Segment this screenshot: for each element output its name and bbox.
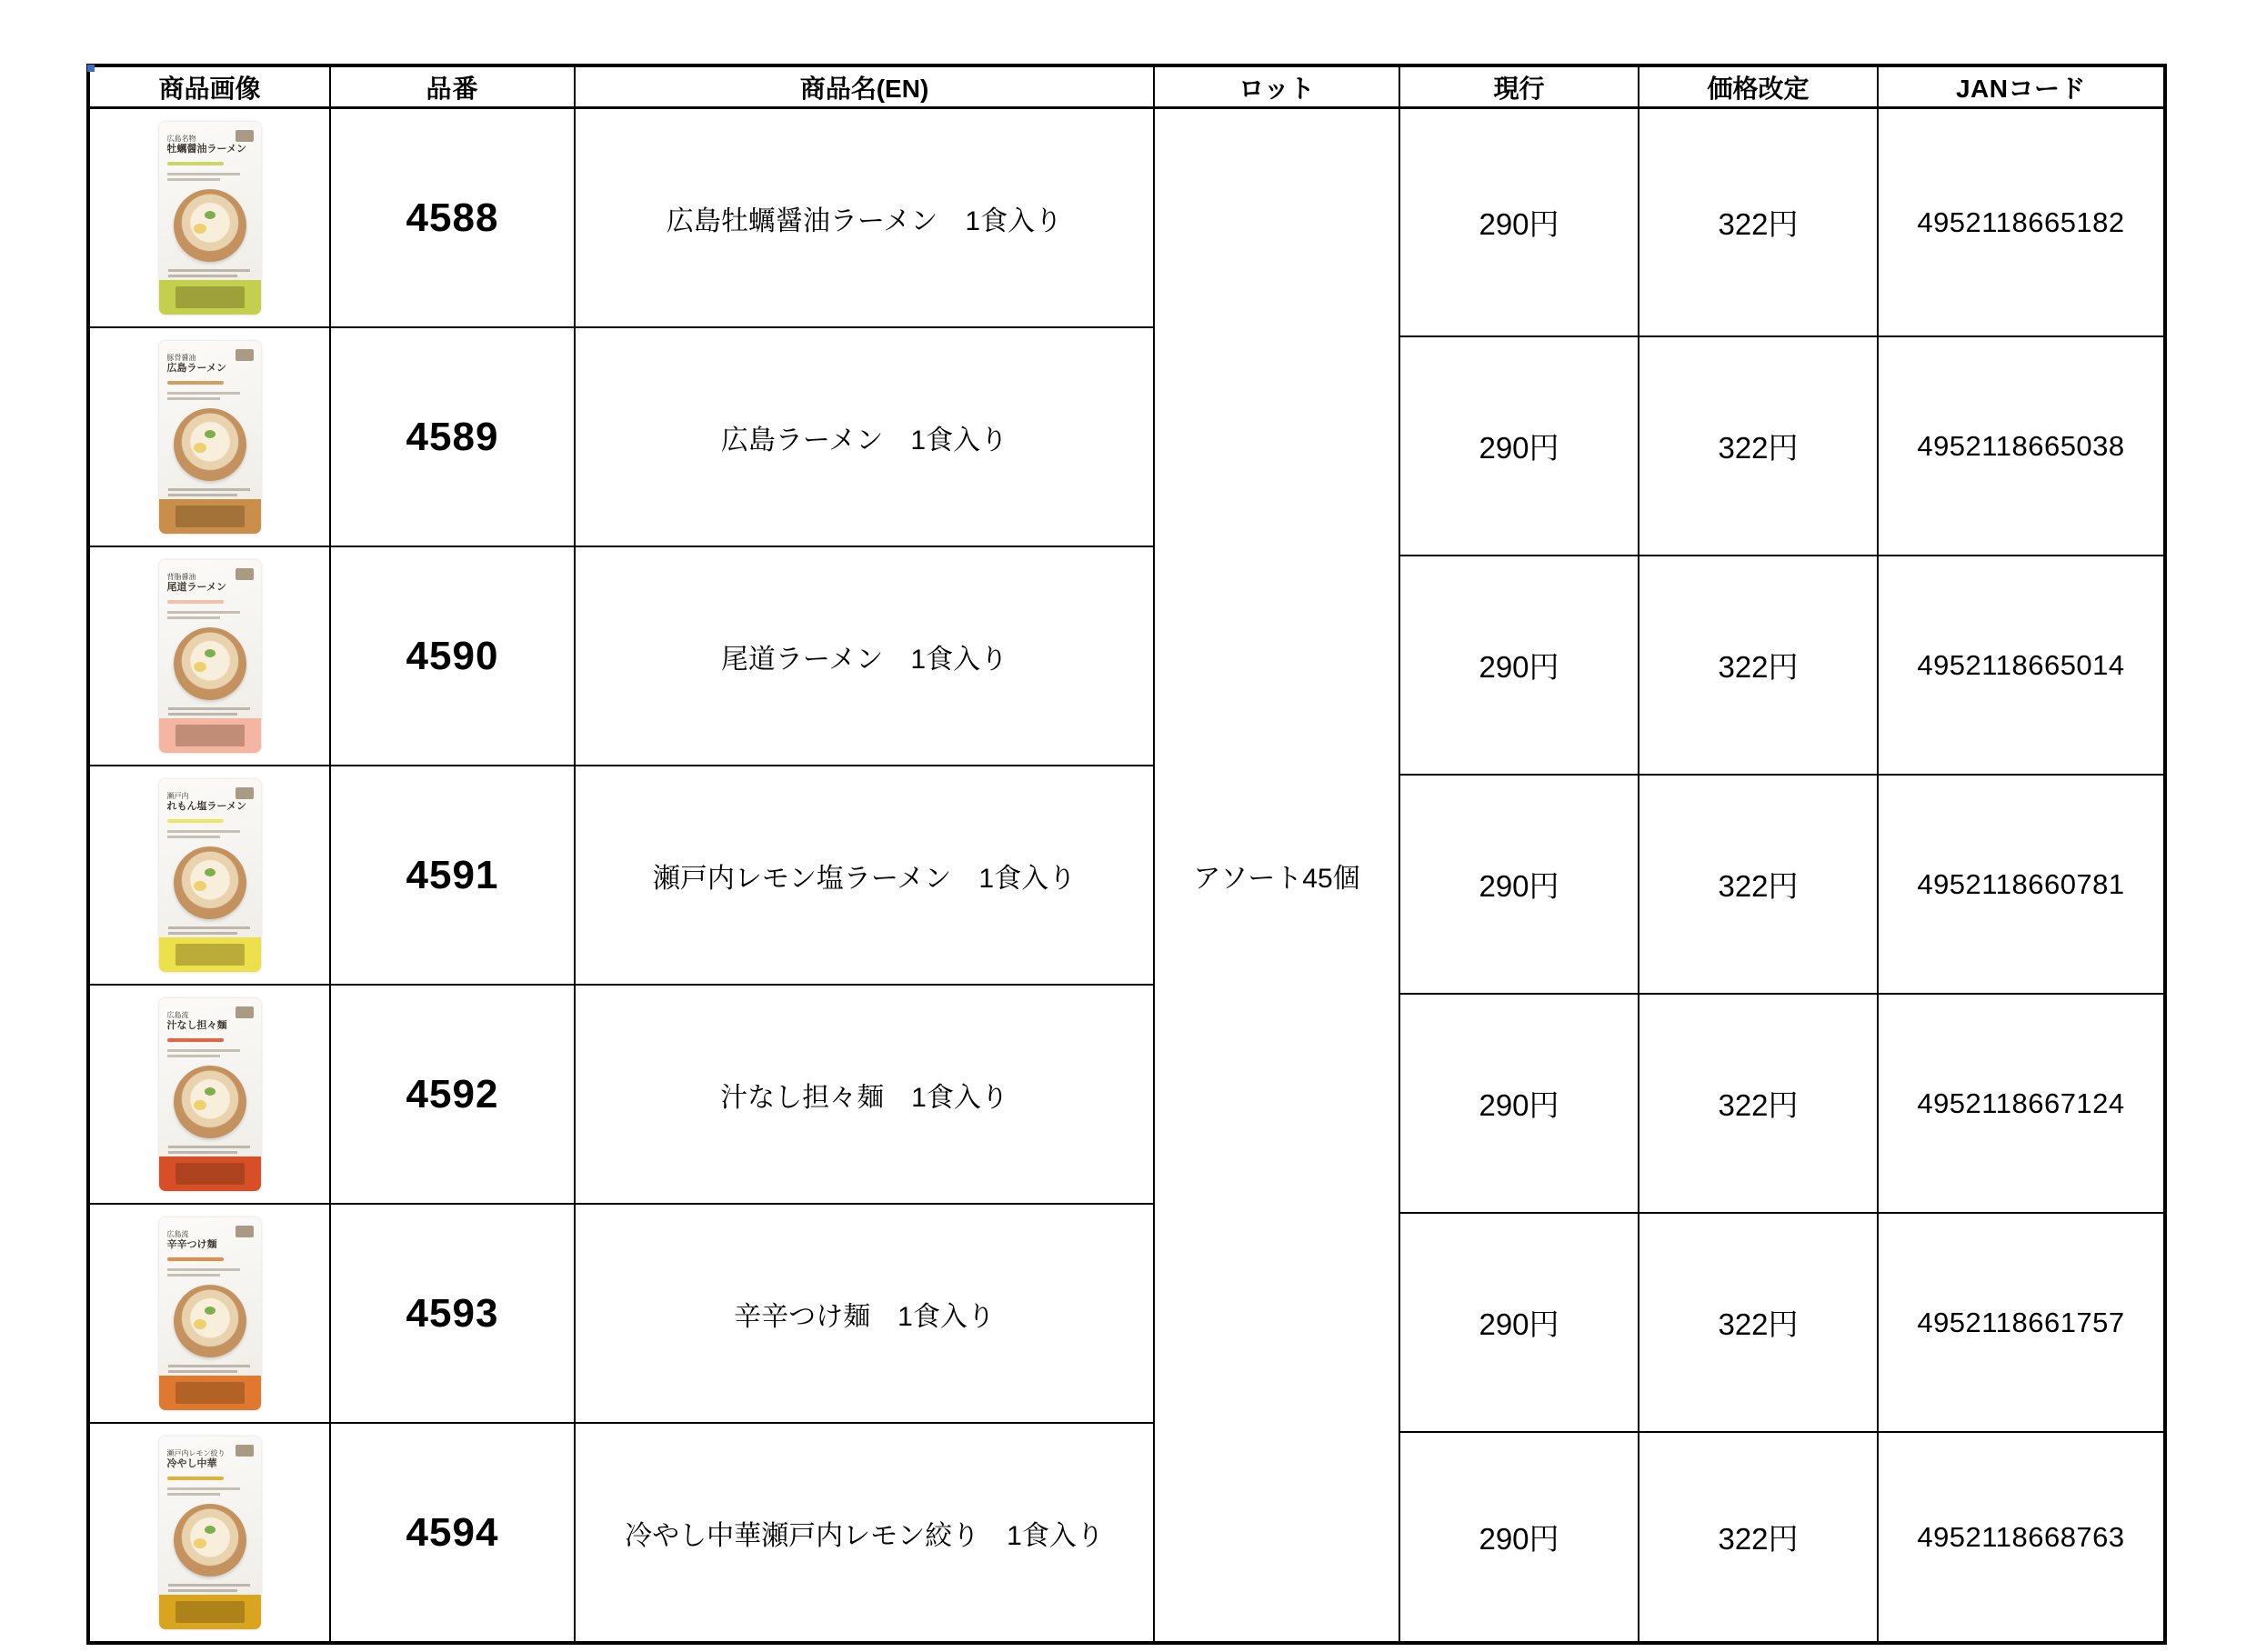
table-row [1400,995,2163,1214]
ramen-bowl-photo [174,846,246,919]
package-text-line [167,397,220,400]
package-accent-bar [167,381,224,385]
package-accent-bar [167,1477,224,1480]
package-band-label [175,286,245,308]
revised-price: 322円 [1639,556,1879,774]
package-color-band [159,280,261,315]
package-text-line [167,178,220,181]
product-package-image [159,779,261,972]
jan-code: 4952118665182 [1917,205,2125,238]
current-price: 290円 [1400,337,1639,555]
package-accent-bar [167,1257,224,1261]
package-text-line [167,616,220,619]
product-name: 広島牡蠣醤油ラーメン 1食入り [666,205,1063,236]
product-name: 辛辛つけ麺 1食入り [734,1301,995,1332]
package-label: 背脂醤油 [166,572,196,581]
package-text-line [167,1487,240,1490]
package-text-line [167,830,240,833]
package-label: 広島ラーメン [166,362,226,374]
revised-price: 322円 [1639,776,1879,993]
package-text-line [167,1493,220,1496]
package-label: 牡蠣醤油ラーメン [166,143,246,155]
table-row [1400,556,2163,776]
package-accent-bar [167,162,224,165]
item-number: 4590 [331,547,576,765]
package-label: 広島名物 [166,134,196,143]
jan-code: 4952118667124 [1917,1086,2125,1119]
package-label: 汁なし担々麺 [166,1019,227,1031]
package-label: れもん塩ラーメン [166,800,246,812]
package-band-label [175,1601,245,1623]
selection-corner-marker [87,65,95,72]
product-name: 広島ラーメン 1食入り [720,425,1008,456]
package-accent-bar [167,819,224,823]
package-text-line [168,1365,250,1367]
package-label: 瀬戸内 [166,791,189,800]
package-text-line [167,1274,220,1277]
jan-code: 4952118665014 [1917,648,2125,681]
header-jan-code: JANコード [1955,74,2086,103]
table-row [1400,1433,2163,1641]
table-row [90,766,1153,986]
package-color-band [159,718,261,753]
header-product-image: 商品画像 [90,67,331,106]
current-price: 290円 [1400,1433,1639,1641]
package-text-line [167,1055,220,1057]
header-revised-price: 価格改定 [1639,67,1879,106]
item-number: 4588 [331,109,576,326]
table-left-block [90,67,1153,1641]
package-color-band [159,937,261,972]
package-text-line [168,494,237,496]
package-band-label [175,1382,245,1404]
package-color-band [159,1156,261,1191]
package-text-line [168,269,250,272]
item-number: 4594 [331,1424,576,1641]
table-lot-block [1153,67,1400,1641]
ramen-bowl-photo [174,408,246,481]
header-row [90,67,1153,109]
package-color-band [159,499,261,534]
jan-code: 4952118661757 [1917,1306,2125,1338]
product-image-cell [90,1205,331,1422]
table-right-block [1400,67,2163,1641]
package-text-line [168,932,237,935]
product-image-cell [90,547,331,765]
table-row [1400,337,2163,556]
product-name: 冷やし中華瀬戸内レモン絞り 1食入り [625,1520,1104,1551]
product-package-image [159,998,261,1191]
product-package-image [159,341,261,534]
jan-code: 4952118665038 [1917,429,2125,462]
ramen-bowl-photo [174,1504,246,1577]
package-text-line [168,707,250,710]
package-accent-bar [167,1038,224,1042]
package-text-line [168,275,237,277]
lot-value: アソート45個 [1193,863,1360,894]
package-text-line [167,173,240,175]
product-package-image [159,560,261,753]
package-label: 尾道ラーメン [166,581,226,593]
package-text-line [168,1589,237,1592]
product-package-image [159,122,261,315]
package-band-label [175,1163,245,1185]
table-row [90,109,1153,328]
package-text-line [168,488,250,491]
table-row [90,1205,1153,1424]
header-current-price: 現行 [1400,67,1639,106]
product-image-cell [90,1424,331,1641]
product-name: 汁なし担々麺 1食入り [720,1082,1008,1113]
table-row [90,1424,1153,1641]
table-row [90,547,1153,766]
package-text-line [168,1370,237,1373]
product-image-cell [90,986,331,1203]
revised-price: 322円 [1639,1433,1879,1641]
current-price: 290円 [1400,109,1639,335]
package-accent-bar [167,600,224,604]
item-number: 4592 [331,986,576,1203]
product-image-cell [90,328,331,546]
table-row [90,986,1153,1205]
product-package-image [159,1217,261,1410]
ramen-bowl-photo [174,1066,246,1138]
header-row [1400,67,2163,109]
header-product-name: 商品名(EN) [799,74,929,103]
product-name: 瀬戸内レモン塩ラーメン 1食入り [652,863,1077,894]
price-revision-table [86,64,2167,1645]
package-text-line [168,1151,237,1154]
current-price: 290円 [1400,1214,1639,1431]
package-text-line [168,1146,250,1148]
jan-code: 4952118660781 [1917,867,2125,900]
product-name: 尾道ラーメン 1食入り [720,644,1008,675]
package-text-line [167,392,240,395]
package-label: 広島流 [166,1229,189,1238]
revised-price: 322円 [1639,995,1879,1212]
package-text-line [167,836,220,838]
package-label: 辛辛つけ麺 [166,1238,217,1250]
table-row [90,328,1153,547]
package-label: 瀬戸内レモン絞り [166,1448,226,1457]
product-image-cell [90,109,331,326]
current-price: 290円 [1400,776,1639,993]
jan-code: 4952118668763 [1917,1520,2125,1553]
table-row [1400,1214,2163,1433]
package-text-line [168,926,250,929]
package-text-line [167,1268,240,1271]
package-color-band [159,1595,261,1629]
item-number: 4593 [331,1205,576,1422]
revised-price: 322円 [1639,1214,1879,1431]
package-band-label [175,506,245,527]
ramen-bowl-photo [174,627,246,700]
package-color-band [159,1376,261,1410]
revised-price: 322円 [1639,337,1879,555]
package-text-line [168,1584,250,1587]
header-item-number: 品番 [331,67,576,106]
package-label: 冷やし中華 [166,1457,217,1469]
header-lot: ロット [1155,67,1399,109]
item-number: 4591 [331,766,576,984]
item-number: 4589 [331,328,576,546]
package-band-label [175,725,245,746]
revised-price: 322円 [1639,109,1879,335]
product-image-cell [90,766,331,984]
current-price: 290円 [1400,556,1639,774]
current-price: 290円 [1400,995,1639,1212]
package-text-line [168,713,237,716]
table-row [1400,109,2163,337]
package-band-label [175,944,245,966]
package-text-line [167,1049,240,1052]
package-label: 豚骨醤油 [166,353,196,362]
package-label: 広島流 [166,1010,189,1019]
package-text-line [167,611,240,614]
ramen-bowl-photo [174,1285,246,1357]
product-package-image [159,1437,261,1629]
ramen-bowl-photo [174,189,246,262]
table-row [1400,776,2163,995]
